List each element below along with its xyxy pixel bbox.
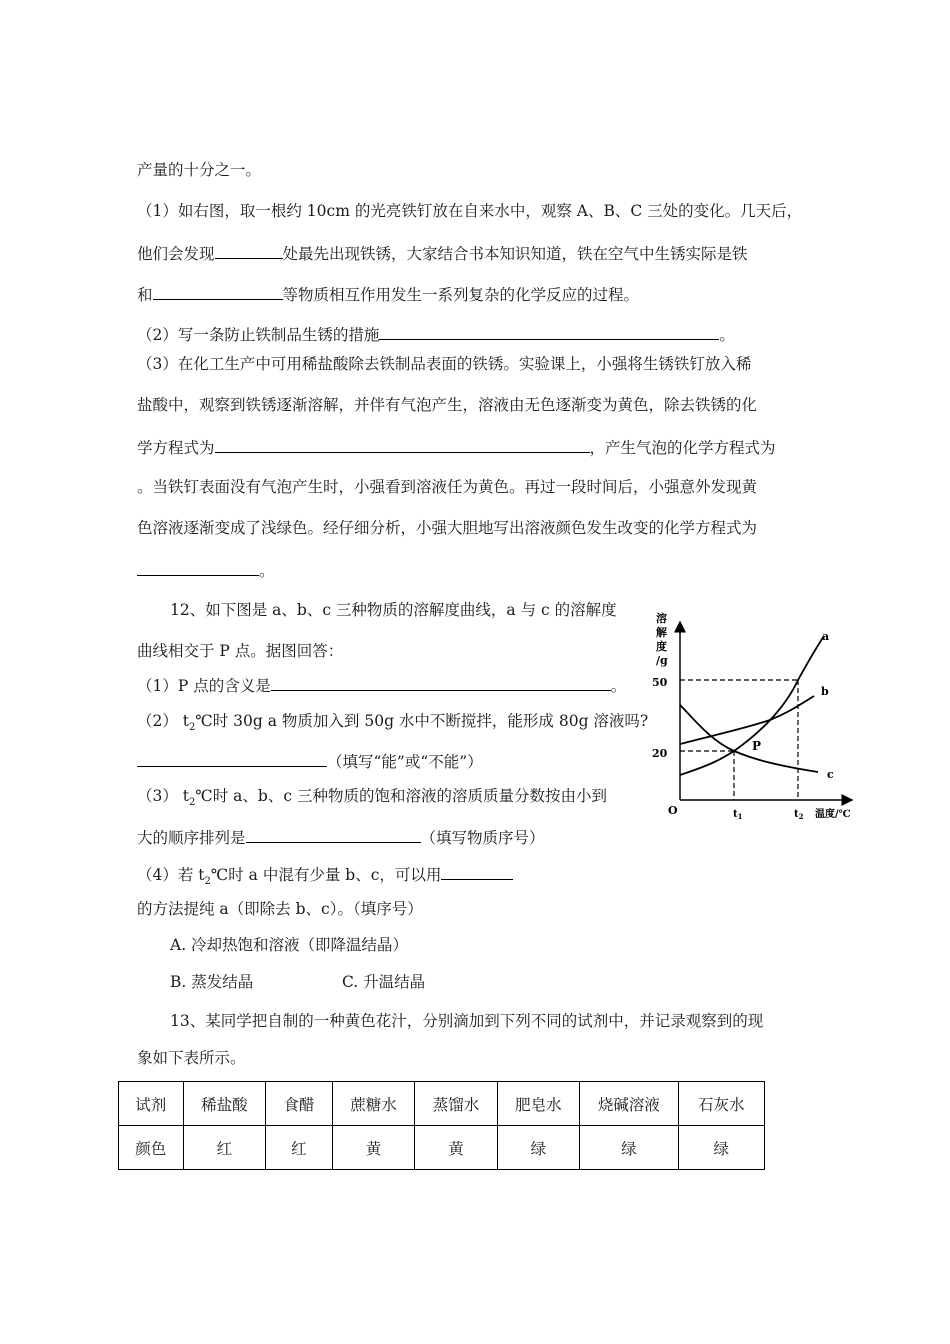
table-cell: 烧碱溶液 [580, 1082, 678, 1126]
table-cell: 黄 [332, 1126, 414, 1170]
option-b: B. 蒸发结晶 [170, 973, 254, 991]
text-line: 产量的十分之一。 [137, 161, 262, 179]
text-line: 色溶液逐渐变成了浅绿色。经仔细分析，小强大胆地写出溶液颜色发生改变的化学方程式为 [137, 519, 758, 537]
y-label-char: 溶 [656, 612, 667, 625]
text-line: （2）写一条防止铁制品生锈的措施 。 [137, 323, 735, 345]
text-line: 13、某同学把自制的一种黄色花汁，分别滴加到下列不同的试剂中，并记录观察到的现 [170, 1012, 764, 1030]
table-cell: 试剂 [119, 1082, 184, 1126]
text-line: 的方法提纯 a（即除去 b、c）。（填序号） [137, 900, 423, 918]
x-axis-label: 温度/℃ [815, 809, 851, 820]
table-cell: 石灰水 [678, 1082, 764, 1126]
answer-blank[interactable] [137, 559, 259, 576]
point-p-label: P [752, 739, 762, 753]
table-cell: 稀盐酸 [183, 1082, 265, 1126]
text-line: 。当铁钉表面没有气泡产生时，小强看到溶液任为黄色。再过一段时间后，小强意外发现黄 [137, 478, 758, 496]
y-label-char: /g [656, 654, 668, 667]
table-cell: 绿 [497, 1126, 579, 1170]
table-cell: 蔗糖水 [332, 1082, 414, 1126]
answer-blank[interactable] [137, 750, 327, 767]
text-line: 学方程式为 ，产生气泡的化学方程式为 [137, 436, 776, 458]
answer-blank[interactable] [246, 826, 421, 843]
text-line: （3）在化工生产中可用稀盐酸除去铁制品表面的铁锈。实验课上，小强将生锈铁钉放入稀 [137, 355, 752, 373]
y-tick-label: 50 [652, 676, 668, 689]
option-c: C. 升温结晶 [342, 973, 426, 991]
table-cell: 红 [183, 1126, 265, 1170]
x-tick-label: $t_2$ [794, 809, 804, 821]
table-cell: 绿 [580, 1126, 678, 1170]
table-cell: 肥皂水 [497, 1082, 579, 1126]
text-line: （填写“能”或“不能”） [137, 750, 483, 772]
answer-blank[interactable] [271, 674, 611, 691]
text-line: 。 [137, 559, 275, 581]
table-cell: 红 [266, 1126, 333, 1170]
y-label-char: 度 [656, 640, 667, 653]
table-cell: 黄 [415, 1126, 497, 1170]
text-line: （3） $t_2℃$时 a、b、c 三种物质的饱和溶液的溶质质量分数按由小到 [137, 787, 607, 809]
text-line: （1）P 点的含义是 。 [137, 674, 626, 696]
text-line: （2） $t_2℃$时 30g a 物质加入到 50g 水中不断搅拌，能形成 80g 溶液吗? [137, 712, 649, 734]
reagent-table [118, 1081, 765, 1170]
text-line: 象如下表所示。 [137, 1049, 246, 1067]
answer-blank[interactable] [153, 283, 283, 300]
curve-a [680, 636, 824, 775]
series-label-c: c [827, 768, 834, 781]
table-cell: 食醋 [266, 1082, 333, 1126]
text-line: （1）如右图，取一根约 10cm 的光亮铁钉放在自来水中，观察 A、B、C 三处的变化。几天后， [137, 202, 803, 220]
text-line: 大的顺序排列是 （填写物质序号） [137, 826, 545, 848]
table-cell: 颜色 [119, 1126, 184, 1170]
x-tick-label: $t_1$ [733, 809, 743, 821]
table-cell: 绿 [678, 1126, 764, 1170]
y-tick-label: 20 [652, 747, 668, 760]
answer-blank[interactable] [215, 436, 590, 453]
text-line: 盐酸中，观察到铁锈逐渐溶解，并伴有气泡产生，溶液由无色逐渐变为黄色，除去铁锈的化 [137, 396, 758, 414]
table-row [119, 1082, 765, 1126]
text-line: 12、如下图是 a、b、c 三种物质的溶解度曲线，a 与 c 的溶解度 [170, 601, 617, 619]
series-label-b: b [821, 685, 829, 698]
text-line: 和 等物质相互作用发生一系列复杂的化学反应的过程。 [137, 283, 639, 305]
y-label-char: 解 [656, 626, 667, 639]
text-line: 曲线相交于 P 点。据图回答： [137, 642, 344, 660]
answer-blank[interactable] [441, 863, 513, 880]
answer-blank[interactable] [215, 242, 283, 259]
table-cell: 蒸馏水 [415, 1082, 497, 1126]
solubility-chart [640, 600, 870, 830]
text-line: （4）若 $t_2℃$时 a 中混有少量 b、c，可以用 [137, 863, 513, 892]
text-line: 他们会发现 处最先出现铁锈，大家结合书本知识知道，铁在空气中生锈实际是铁 [137, 242, 748, 264]
origin-label: O [668, 804, 678, 817]
series-label-a: a [822, 630, 830, 643]
curve-b [680, 696, 814, 744]
option-a: A. 冷却热饱和溶液（即降温结晶） [170, 936, 409, 954]
answer-blank[interactable] [379, 323, 719, 340]
table-row [119, 1126, 765, 1170]
